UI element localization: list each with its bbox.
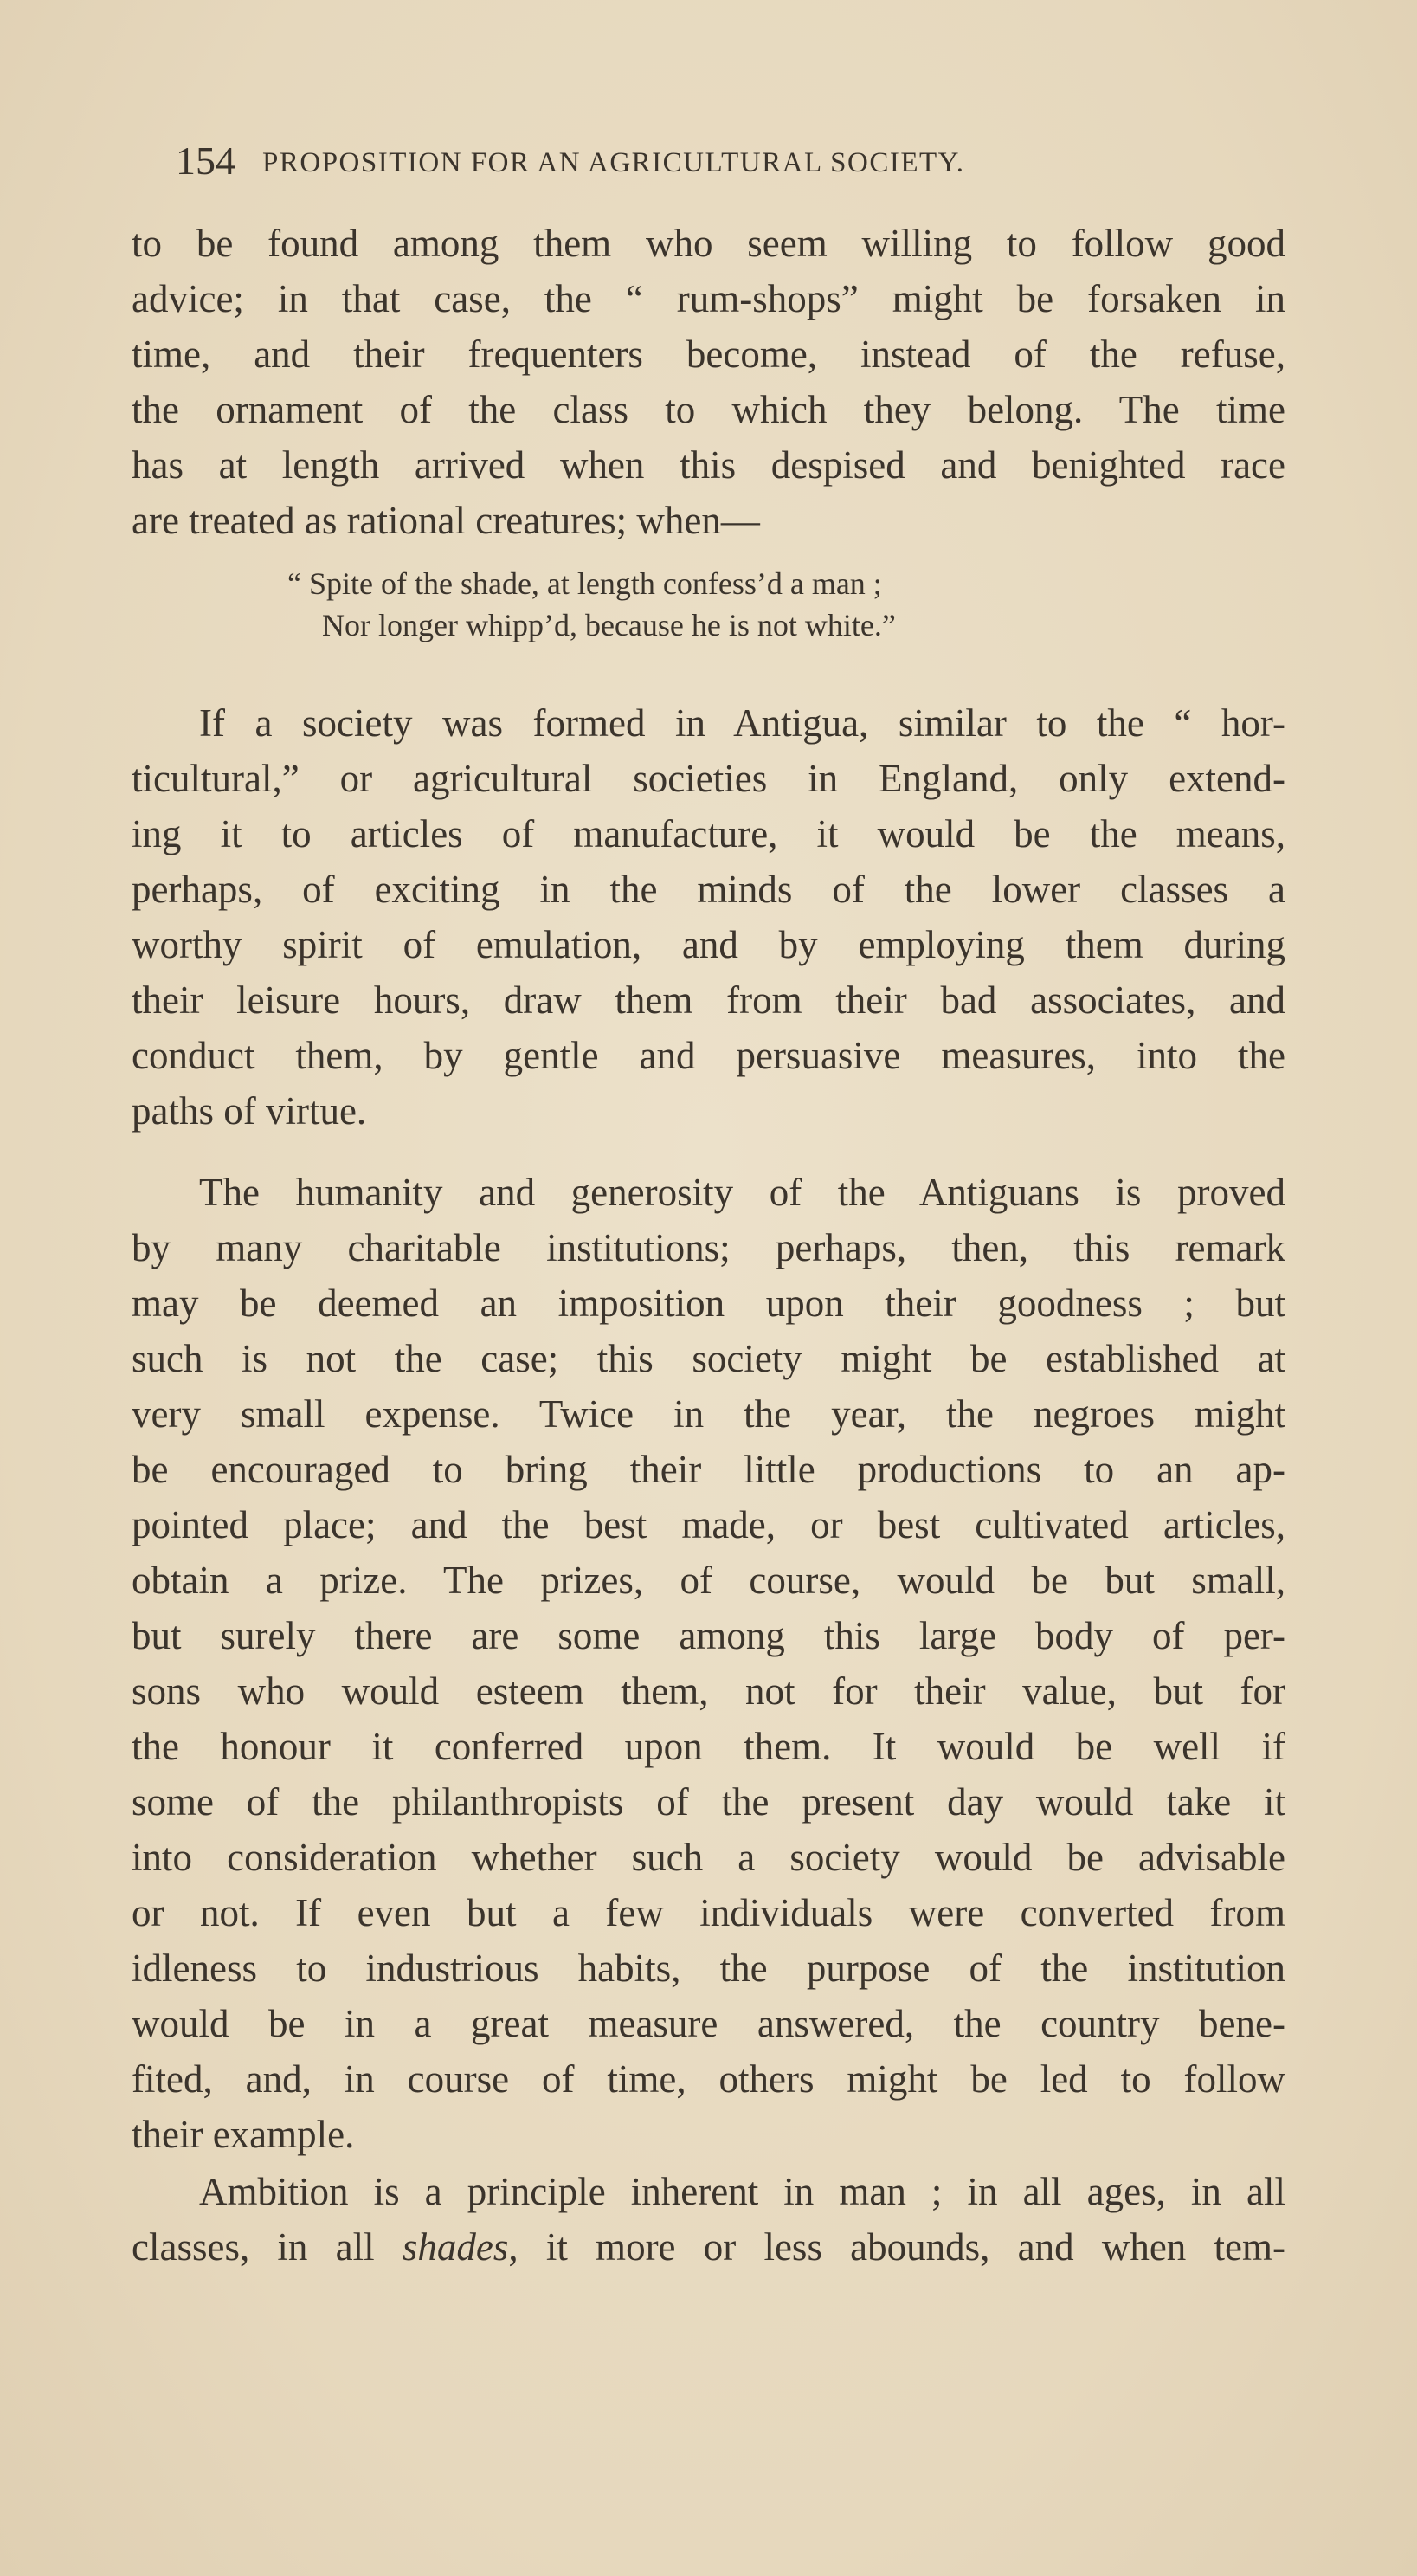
running-title: PROPOSITION FOR AN AGRICULTURAL SOCIETY. (262, 147, 965, 178)
paragraph-2 (132, 695, 1285, 1139)
text-line: If a society was formed in Antigua, similar to the “ hor- (199, 701, 1285, 745)
text-line: idleness to industrious habits, the purpose of the institution (132, 1947, 1285, 1990)
text-line: paths of virtue. (132, 1089, 367, 1133)
text-line: or not. If even but a few individuals were converted from (132, 1891, 1285, 1934)
text-line: The humanity and generosity of the Antiguans is proved (199, 1171, 1285, 1214)
text-line: conduct them, by gentle and persuasive measures, into the (132, 1034, 1285, 1077)
text-line: be encouraged to bring their little productions to an ap- (132, 1448, 1285, 1491)
paragraph-3 (132, 1165, 1285, 2162)
text-line (132, 2219, 1285, 2275)
text-line: sons who would esteem them, not for their value, but for (132, 1669, 1285, 1713)
text-line: worthy spirit of emulation, and by employing them during (132, 923, 1285, 966)
poem-quote (287, 563, 896, 646)
text-line: obtain a prize. The prizes, of course, would be but small, (132, 1559, 1285, 1602)
text-line: may be deemed an imposition upon their goodness ; but (132, 1282, 1285, 1325)
text-line: would be in a great measure answered, the country bene- (132, 2002, 1285, 2045)
running-header (176, 139, 1171, 184)
text-line: has at length arrived when this despised and benighted race (132, 443, 1285, 487)
text-line: into consideration whether such a society would be advisable (132, 1836, 1285, 1879)
text-line: Ambition is a principle inherent in man ; in all ages, in all (199, 2170, 1285, 2213)
text-segment: classes, in all (132, 2225, 403, 2269)
text-line: but surely there are some among this large body of per- (132, 1614, 1285, 1657)
italic-word: shades (402, 2225, 509, 2269)
text-line: by many charitable institutions; perhaps, then, this remark (132, 1226, 1285, 1269)
poem-line: Nor longer whipp’d, because he is not white.” (322, 608, 896, 642)
text-line: pointed place; and the best made, or best cultivated articles, (132, 1503, 1285, 1546)
text-line: some of the philanthropists of the present day would take it (132, 1780, 1285, 1824)
text-line: ing it to articles of manufacture, it would be the means, (132, 812, 1285, 855)
text-line: very small expense. Twice in the year, the negroes might (132, 1392, 1285, 1436)
text-line: are treated as rational creatures; when— (132, 499, 760, 542)
paragraph-1 (132, 216, 1285, 548)
paragraph-4 (132, 2164, 1285, 2275)
text-line: time, and their frequenters become, instead of the refuse, (132, 332, 1285, 376)
text-segment: , it more or less abounds, and when tem- (508, 2225, 1285, 2269)
text-line: advice; in that case, the “ rum-shops” might be forsaken in (132, 277, 1285, 320)
text-line: perhaps, of exciting in the minds of the lower classes a (132, 868, 1285, 911)
text-line: ticultural,” or agricultural societies in England, only extend- (132, 757, 1285, 800)
text-line: the honour it conferred upon them. It would be well if (132, 1725, 1285, 1768)
text-line: the ornament of the class to which they belong. The time (132, 388, 1285, 431)
text-line: such is not the case; this society might be established at (132, 1337, 1285, 1380)
text-line: to be found among them who seem willing to follow good (132, 222, 1285, 265)
page-number: 154 (176, 139, 235, 183)
text-line: their leisure hours, draw them from their bad associates, and (132, 978, 1285, 1022)
text-line: their example. (132, 2113, 355, 2156)
poem-line: “ Spite of the shade, at length confess’d a man ; (287, 566, 882, 601)
text-line: fited, and, in course of time, others might be led to follow (132, 2057, 1285, 2101)
